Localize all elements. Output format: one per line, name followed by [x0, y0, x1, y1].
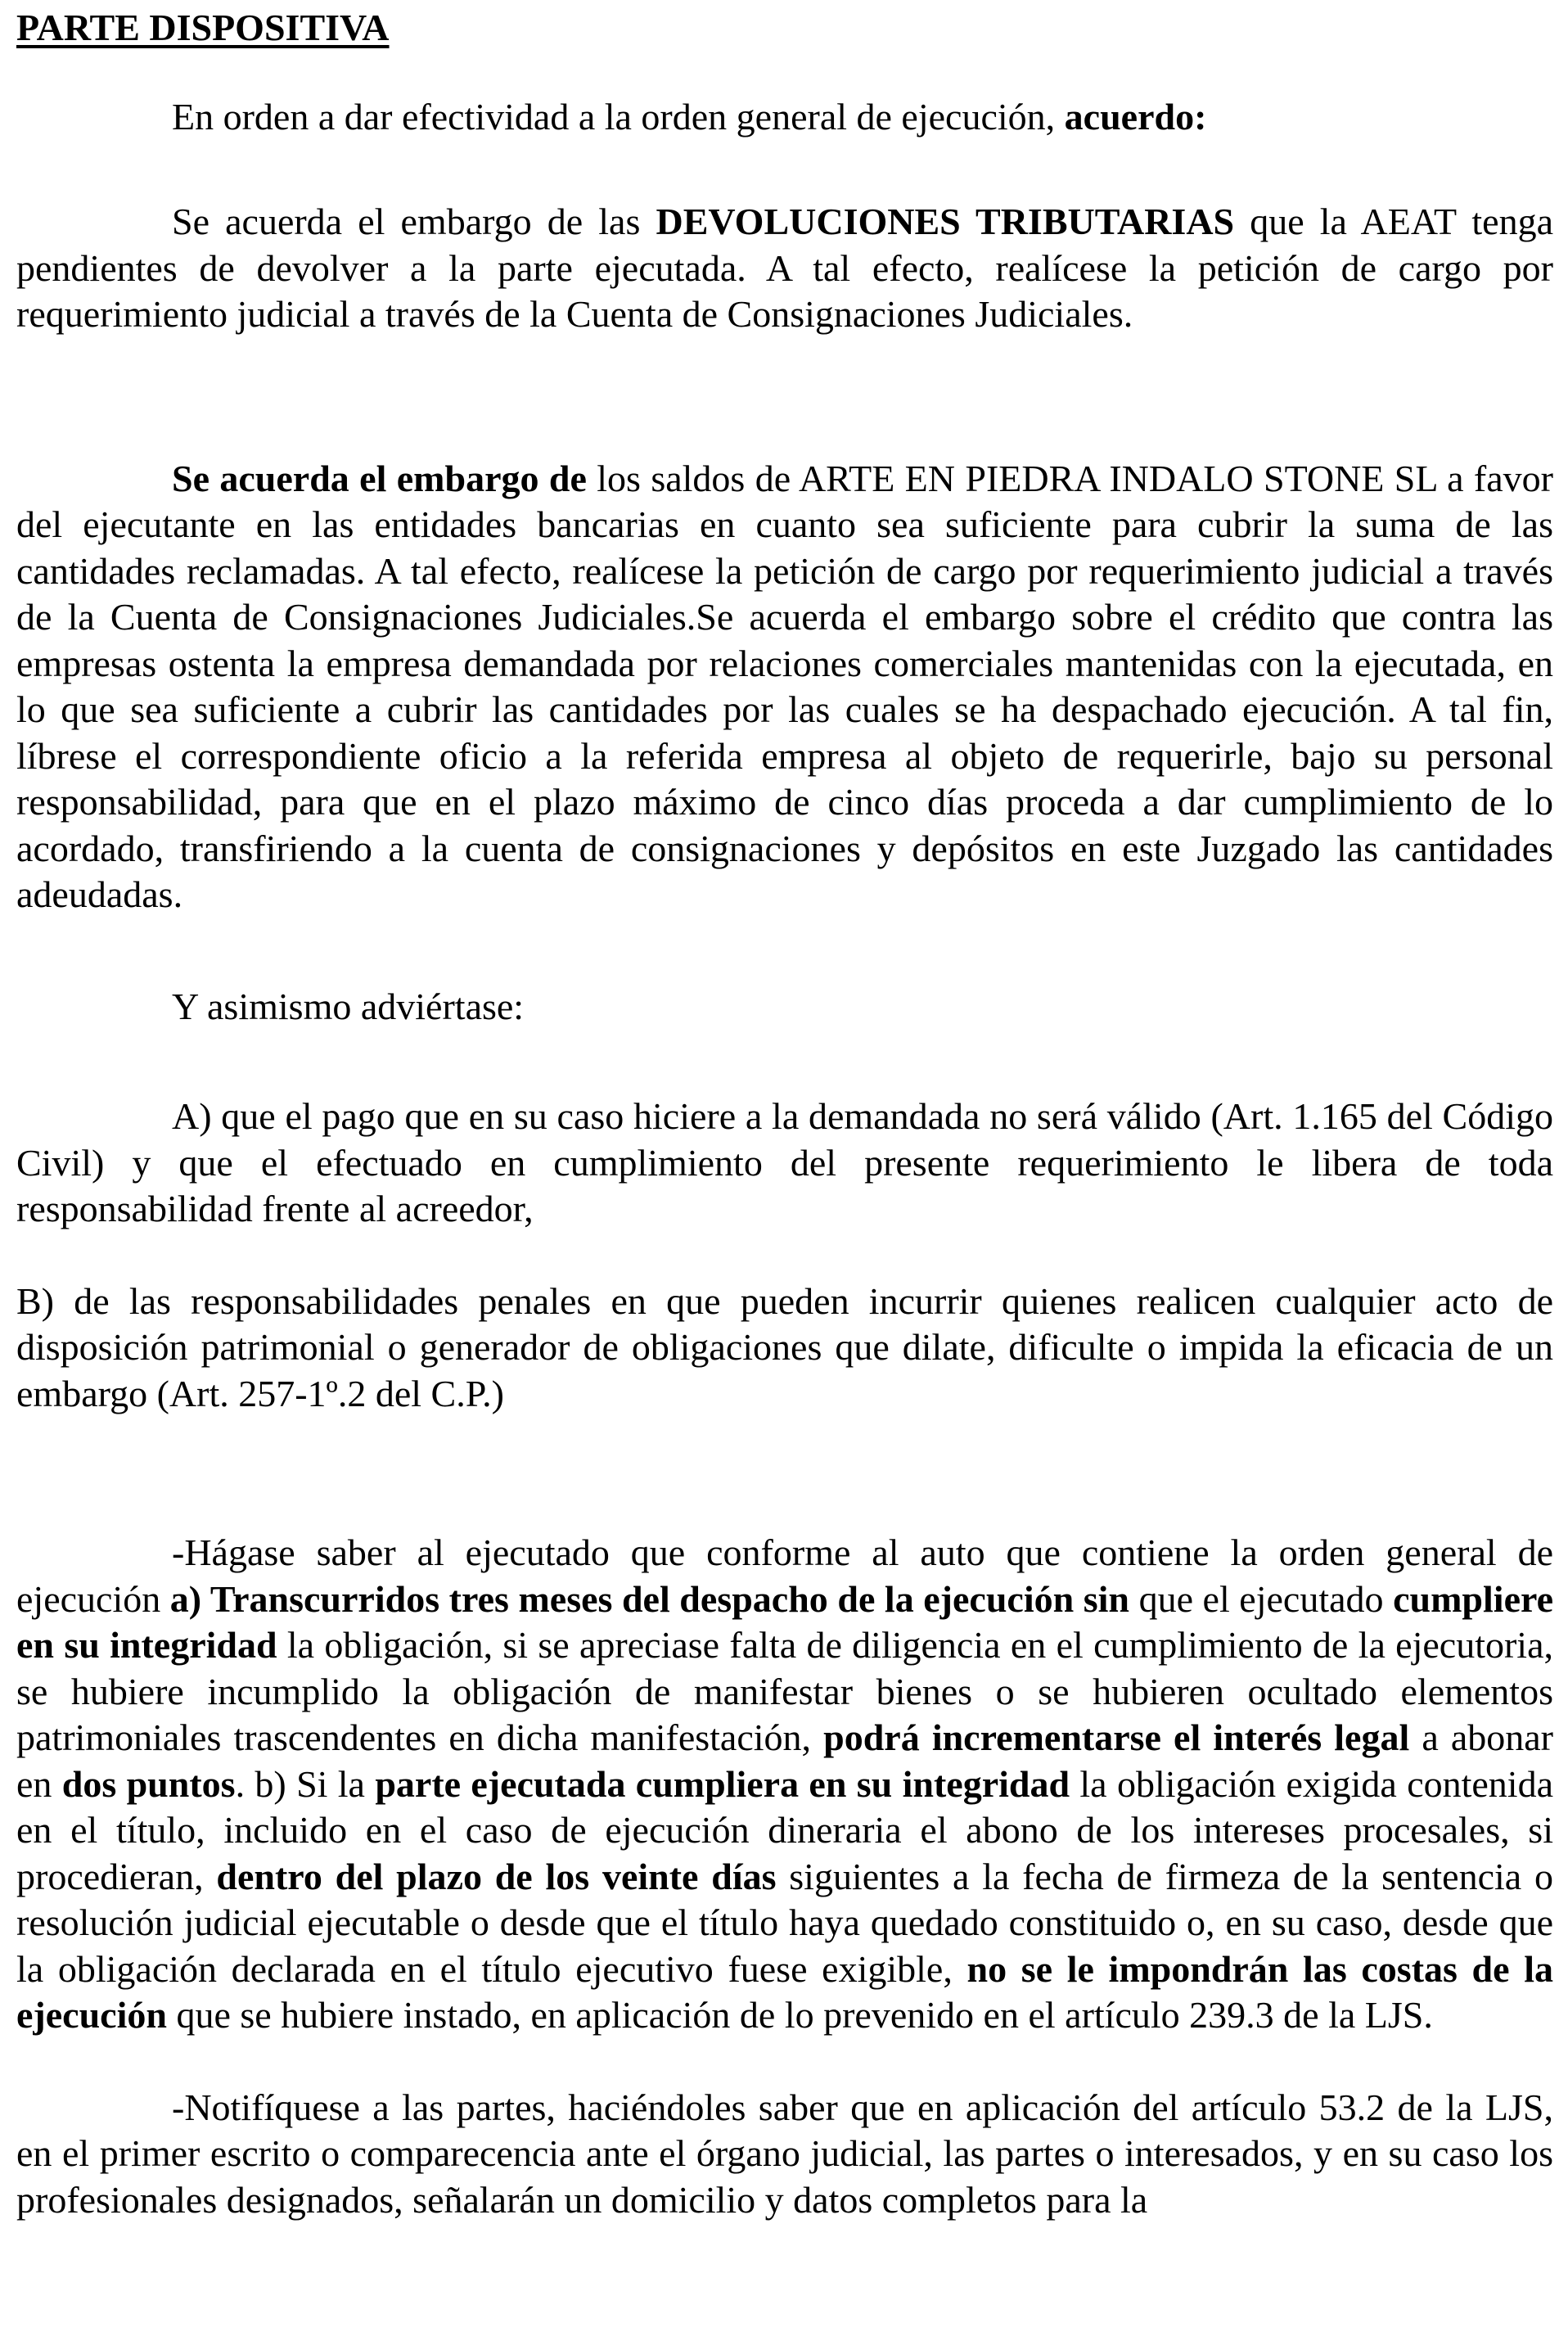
paragraph-devoluciones-tributarias	[16, 199, 1553, 338]
text: -Hágase saber al ejecutado que conforme al auto que contiene la orden general de ejecución	[16, 1531, 1553, 1620]
bold-text: cumpliere en su integridad	[16, 1577, 1553, 1666]
document-page	[16, 0, 1553, 2223]
paragraph-item-a: A) que el pago que en su caso hiciere a la demandada no será válido (Art. 1.165 del Código Civil) y que el efectuado en cumplimiento del presente requerimiento le libera de toda responsabilidad frente al acreedor,	[16, 1095, 1553, 1229]
text: Se acuerda el embargo de las	[172, 201, 656, 242]
text: la obligación exigida contenida en el título, incluido en el caso de ejecución dineraria el abono de los intereses procesales, si procedieran,	[16, 1762, 1554, 1897]
bold-text: parte ejecutada cumpliera en su integridad	[375, 1762, 1070, 1805]
paragraph-item-b: B) de las responsabilidades penales en que pueden incurrir quienes realicen cualquier acto de disposición patrimonial o generador de obligaciones que dilate, dificulte o impida la eficacia de un embargo (Art. 257-1º.2 del C.P.)	[16, 1279, 1553, 1414]
text: la obligación, si se apreciase falta de diligencia en el cumplimiento de la ejecutoria, se hubiere incumplido la obligación de manifestar bienes o se hubieren ocultado elementos patrimoniales trascendentes en dicha manifestación,	[16, 1624, 1553, 1758]
bold-text: podrá incrementarse el interés legal	[823, 1716, 1410, 1758]
text: los saldos de ARTE EN PIEDRA INDALO STONE SL a favor del ejecutante en las entidades bancarias en cuanto sea suficiente para cubrir la suma de las cantidades reclamadas. A tal efecto, realícese la petición de cargo por requerimiento judicial a través de la Cuenta de Consignaciones Judiciales.Se acuerda el embargo sobre el crédito que contra las empresas ostenta la empresa demandada por relaciones comerciales mantenidas con la ejecutada, en lo que sea suficiente a cubrir las cantidades por las cuales se ha despachado ejecución. A tal fin, líbrese el correspondiente oficio a la referida empresa al objeto de requerirle, bajo su personal responsabilidad, para que en el plazo máximo de cinco días proceda a dar cumplimiento de lo acordado, transfiriendo a la cuenta de consignaciones y depósitos en este Juzgado las cantidades adeudadas.	[16, 457, 1553, 915]
bold-text: dentro del plazo de los veinte días	[216, 1855, 777, 1897]
bold-text: DEVOLUCIONES TRIBUTARIAS	[656, 201, 1235, 242]
section-title: PARTE DISPOSITIVA	[16, 7, 390, 48]
bold-text: dos puntos	[61, 1762, 236, 1805]
text: En orden a dar efectividad a la orden general de ejecución,	[172, 95, 1065, 138]
text: . b) Si la	[235, 1762, 376, 1805]
bold-text: Se acuerda el embargo de	[172, 457, 587, 499]
paragraph-hagase-saber	[16, 1530, 1553, 2039]
text: a abonar en	[16, 1716, 1553, 1805]
bold-text: no se le impondrán las costas de la ejecución	[16, 1947, 1553, 2036]
text: que se hubiere instado, en aplicación de lo prevenido en el artículo 239.3 de la LJS.	[166, 1994, 1433, 2036]
paragraph-embargo-saldos	[16, 456, 1553, 918]
bold-text: a) Transcurridos tres meses del despacho de la ejecución sin	[169, 1577, 1130, 1620]
paragraph-notifiquese: -Notifíquese a las partes, haciéndoles saber que en aplicación del artículo 53.2 de la LJS, en el primer escrito o comparecencia ante el órgano judicial, las partes o interesados, y en su caso los profesionales designados, señalarán un domicilio y datos completos para la	[16, 2086, 1553, 2221]
text: que el ejecutado	[1129, 1577, 1394, 1620]
bold-text: acuerdo:	[1064, 95, 1207, 138]
text: que la AEAT tenga pendientes de devolver a la parte ejecutada. A tal efecto, realícese la petición de cargo por requerimiento judicial a través de la Cuenta de Consignaciones Judiciales.	[16, 201, 1553, 335]
paragraph-asimismo: Y asimismo adviértase:	[172, 985, 525, 1027]
text: siguientes a la fecha de firmeza de la sentencia o resolución judicial ejecutable o desde que el título haya quedado constituido o, en su caso, desde que la obligación declarada en el título ejecutivo fuese exigible,	[16, 1855, 1553, 1990]
paragraph-acuerdo	[16, 94, 1553, 141]
